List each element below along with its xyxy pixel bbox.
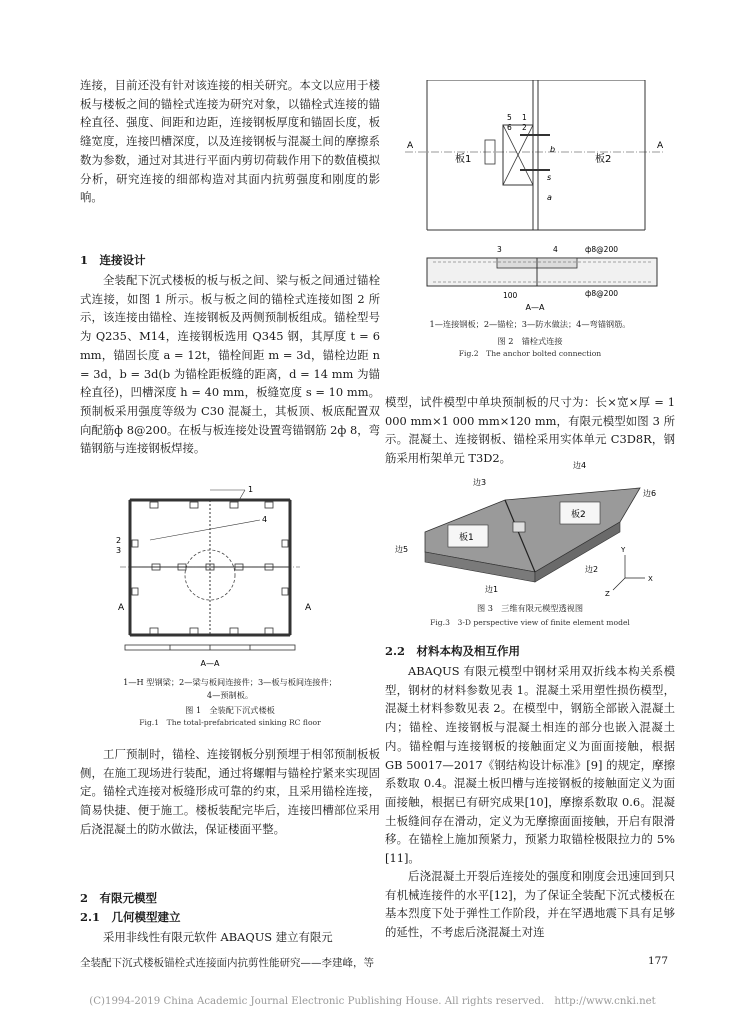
section1-paragraph: 全装配下沉式楼板的板与板之间、梁与板之间通过锚栓式连接，如图 1 所示。板与板之间的锚栓式连接如图 2 所示，该连接由锚栓、连接钢板及两侧预制板组成。锚栓型号为 Q235、M14，连接钢板选用 Q345 钢，其厚度 t = 6 mm，锚固长度 a = 12t，锚栓间距 m = 3d，锚栓边距 n = 3d，b = 3d(b 为锚栓距板缝的距离，d = 14 mm 为锚栓直径)，凹槽深度 h = 40 mm，板缝宽度 s = 10 mm。预制板采用强度等级为 C30 混凝土，其板顶、板底配置双向配筋ф 8@200。在板与板连接处设置弯锚钢筋 2ф 8，弯锚钢筋与连接钢板焊接。: [80, 273, 380, 456]
fig3-axes: [613, 555, 645, 590]
fig2-label-a: a: [547, 193, 552, 202]
fig3-axis-x: X: [648, 575, 653, 583]
fig1-caption-en: Fig.1 The total-prefabricated sinking RC floor: [139, 718, 321, 727]
fig3-caption-en: Fig.3 3-D perspective view of finite element model: [430, 618, 630, 627]
fig3-caption-cn: 图 3 三维有限元模型透视图: [476, 603, 584, 613]
fig2-legend: 1—连接钢板；2—锚栓；3—防水做法；4—弯锚钢筋。: [429, 319, 631, 329]
section22-paragraph: ABAQUS 有限元模型中钢材采用双折线本构关系模型，钢材的材料参数见表 1。混凝土采用塑性损伤模型，混凝土材料参数见表 2。在模型中，钢筋全部嵌入混凝土内；锚栓、连接钢板与混凝土相连的部分也嵌入混凝土内。锚栓帽与连接钢板的接触面定义为面面接触，根据 GB 50017—2017《钢结构设计标准》[9] 的规定，摩擦系数取 0.4。混凝土板凹槽与连接钢板的接触面定义为面面接触，根据已有研究成果[10]，摩擦系数取 0.6。混凝土板缝间存在滑动，定义为无摩擦面面接触，开启有限滑移。在锚栓上施加预紧力，预紧力取锚栓极限拉力的 5%[11]。: [385, 664, 675, 866]
fig1-caption-cn: 图 1 全装配下沉式楼板: [185, 705, 275, 715]
fig2-label-a-right: A: [657, 141, 664, 151]
fig2-label-6: 6: [507, 123, 512, 132]
fig2-label-s: s: [547, 173, 552, 182]
fig2-caption-en: Fig.2 The anchor bolted connection: [458, 349, 602, 358]
fig3-axis-y: Y: [621, 546, 626, 554]
figure-1: [80, 480, 380, 730]
fig1-label-4: 4: [262, 515, 268, 524]
fig1-drawing: [80, 480, 380, 670]
fig3-label-edge1: 边1: [485, 585, 499, 594]
section1-paragraph2: 工厂预制时，锚栓、连接钢板分别预埋于相邻预制板板侧，在施工现场进行装配，通过将螺帽与锚栓拧紧来实现固定。锚栓式连接对板缝形成可靠的约束，且采用锚栓连接，简易快捷、便于施工。楼板装配完毕后，连接凹槽部位采用后浇混凝土的防水做法，保证楼面平整。: [80, 747, 380, 836]
fig3-label-plate1: 板1: [459, 533, 474, 543]
fig2-label-3: 3: [497, 245, 502, 254]
figure-3: [385, 460, 675, 635]
fig1-label-2: 2: [116, 536, 122, 545]
fig2-section-label: A—A: [525, 303, 545, 312]
para-last: 后浇混凝土开裂后连接处的强度和刚度会迅速回到只有机械连接件的水平[12]，为了保证全装配下沉式楼板在基本烈度下处于弹性工作阶段，并在罕遇地震下具有足够的延性，不考虑后浇混凝土对连: [385, 869, 675, 940]
fig1-label-3: 3: [116, 546, 122, 555]
copyright-line: (C)1994-2019 China Academic Journal Electronic Publishing House. All rights reserved. http://www.cnki.net: [89, 996, 656, 1007]
fig3-label-edge5: 边5: [395, 545, 409, 554]
fig2-label-a-left: A: [407, 141, 414, 151]
fig2-rebar-bottom: ф8@200: [585, 289, 618, 298]
section21-paragraph: 采用非线性有限元软件 ABAQUS 建立有限元: [103, 930, 333, 944]
fig2-rebar-top: ф8@200: [585, 245, 618, 254]
figure-2: [385, 80, 675, 380]
running-footer: 全装配下沉式楼板锚栓式连接面内抗剪性能研究——李建峰，等: [80, 957, 374, 969]
fig3-label-edge6: 边6: [643, 489, 657, 498]
para-model: 模型，试件模型中单块预制板的尺寸为：长×宽×厚 = 1 000 mm×1 000 mm×120 mm，有限元模型如图 3 所示。混凝土、连接钢板、锚栓采用实体单元 C3D8R，钢筋采用桁架单元 T3D2。: [385, 395, 675, 466]
fig1-label-a-left: A: [118, 603, 125, 613]
fig1-label-1: 1: [248, 485, 254, 494]
fig3-label-edge3: 边3: [473, 478, 487, 487]
fig1-legend-line2: 4—预制板。: [206, 690, 254, 700]
fig3-label-edge4: 边4: [573, 461, 587, 470]
fig2-label-1: 1: [522, 113, 527, 122]
fig2-label-2: 2: [522, 123, 527, 132]
page-number: 177: [648, 955, 669, 967]
fig1-section-label: A—A: [200, 659, 220, 668]
fig1-legend-line1: 1—H 型钢梁；2—梁与板间连接件；3—板与板间连接件；: [123, 677, 337, 687]
section2-heading: 2 有限元模型: [80, 891, 158, 905]
fig3-label-plate2: 板2: [571, 510, 586, 520]
section21-heading: 2.1 几何模型建立: [80, 910, 181, 924]
fig2-dim-100: 100: [503, 291, 518, 300]
fig3-axis-z: Z: [605, 590, 610, 598]
fig2-caption-cn: 图 2 锚栓式连接: [497, 336, 563, 346]
section22-heading: 2.2 材料本构及相互作用: [385, 644, 521, 658]
fig1-label-a-right: A: [305, 603, 312, 613]
fig2-label-5: 5: [507, 113, 512, 122]
fig2-drawing: [385, 80, 675, 315]
fig2-label-plate1: 板1: [455, 154, 472, 165]
fig2-label-4: 4: [553, 245, 558, 254]
section1-heading: 1 连接设计: [80, 253, 146, 267]
fig2-label-plate2: 板2: [595, 154, 612, 165]
fig3-label-edge2: 边2: [585, 565, 599, 574]
fig3-drawing: [385, 460, 675, 600]
fig2-label-b: b: [550, 145, 556, 154]
intro-paragraph: 连接，目前还没有针对该连接的相关研究。本文以应用于楼板与楼板之间的锚栓式连接为研究对象，以锚栓式连接的锚栓直径、强度、间距和边距，连接钢板厚度和锚固长度，板缝宽度，连接凹槽深度，以及连接钢板与混凝土间的摩擦系数为参数，通过对其进行平面内剪切荷载作用下的数值模拟分析，研究连接的细部构造对其面内抗剪强度和刚度的影响。: [80, 78, 380, 205]
